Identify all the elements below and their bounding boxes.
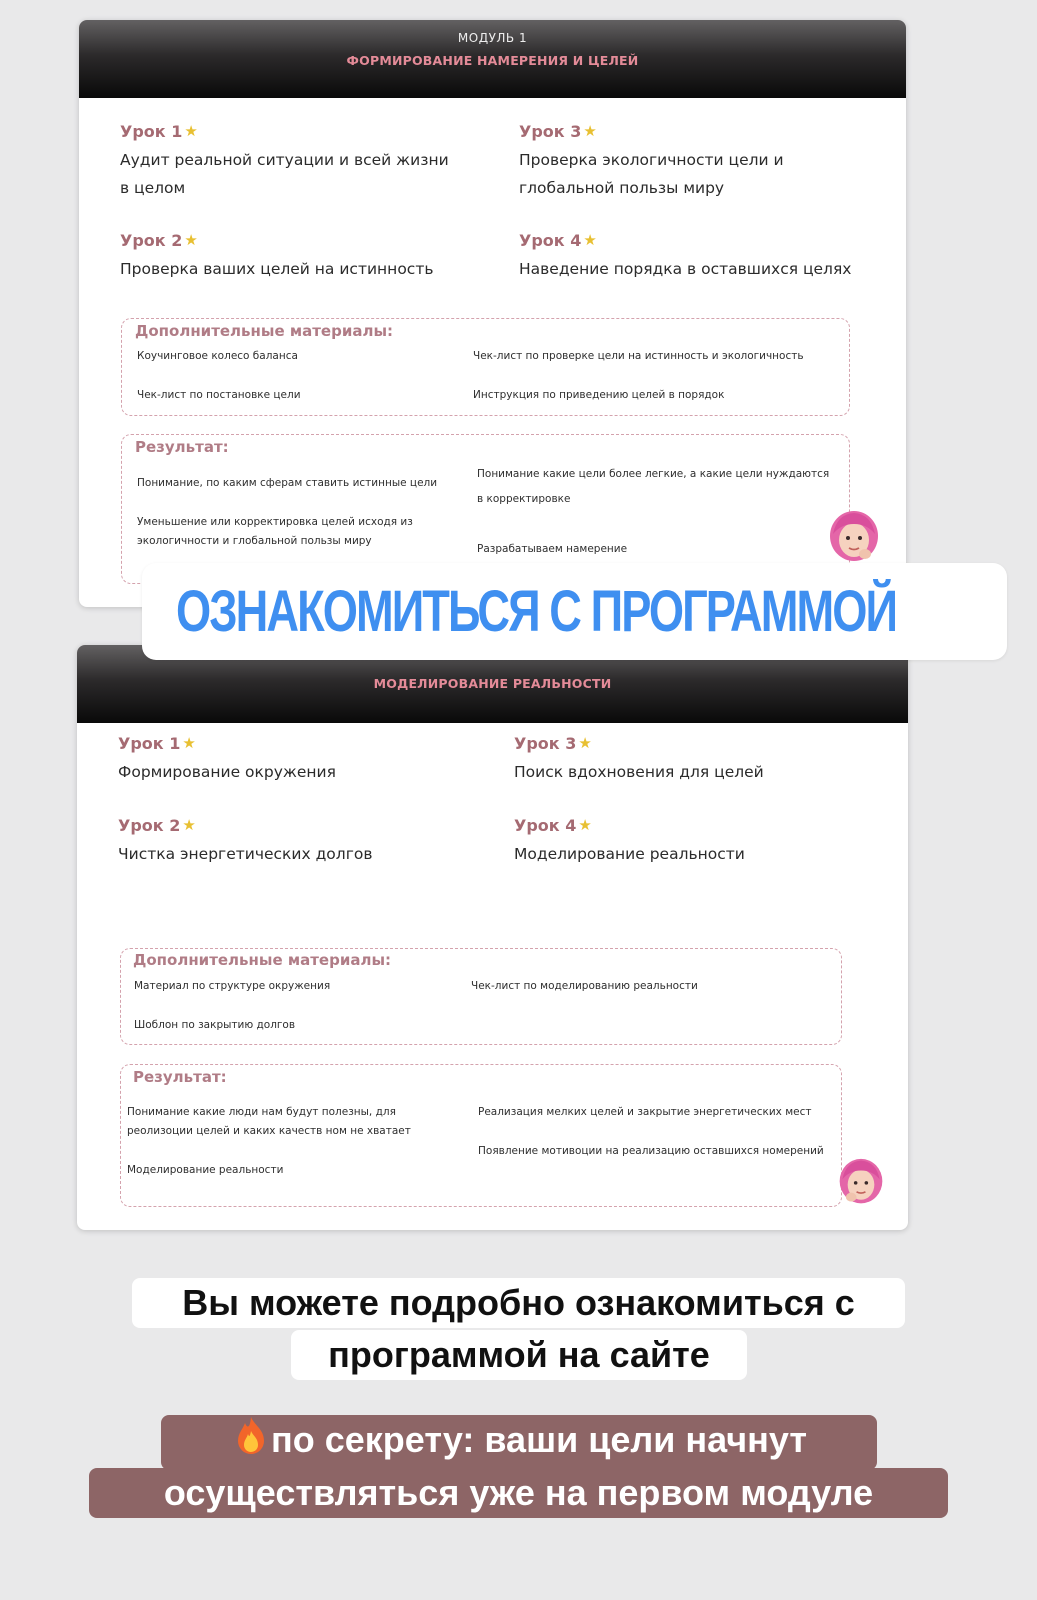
lesson-label: Урок 4: [514, 815, 577, 835]
result-box: [121, 434, 850, 584]
lesson-text: Аудит реальной ситуации и всей жизни: [120, 151, 449, 169]
caption-line: программой на сайте: [291, 1330, 747, 1380]
result-item: Моделирование реальности: [127, 1164, 284, 1176]
lesson-text: в целом: [120, 179, 186, 197]
star-icon: ★: [578, 816, 592, 834]
result-item: реолизоции целей и каких качеств ном не хватает: [127, 1125, 411, 1137]
lesson-text: глобальной пользы миру: [519, 179, 725, 197]
lessons-grid: [79, 98, 906, 318]
result-item: Понимание какие цели более легкие, а какие цели нуждаются: [477, 468, 830, 480]
lesson-label: Урок 1: [120, 121, 183, 141]
material-item: Чек-лист по моделированию реальности: [471, 980, 698, 992]
module-number: МОДУЛЬ 1: [457, 31, 528, 45]
program-link-label[interactable]: ОЗНАКОМИТЬСЯ С ПРОГРАММОЙ: [176, 579, 897, 644]
module-2-card: [77, 645, 908, 1230]
lesson-label: Урок 3: [519, 121, 582, 141]
module-1-card: [79, 20, 906, 607]
star-icon: ★: [583, 231, 597, 249]
fire-emoji-icon: [231, 1415, 271, 1470]
lesson-label: Урок 3: [514, 733, 577, 753]
lesson-1: [120, 120, 460, 202]
caption-text: по секрету: ваши цели начнут: [271, 1419, 807, 1461]
program-link-sticker[interactable]: [142, 563, 1007, 660]
materials-title: Дополнительные материалы:: [133, 951, 392, 969]
caption-line: [161, 1415, 877, 1470]
materials-box: [121, 318, 850, 416]
result-title: Результат:: [135, 438, 229, 456]
result-item: Разрабатываем намерение: [477, 543, 628, 555]
star-icon: ★: [184, 122, 198, 140]
result-title: Результат:: [133, 1068, 227, 1086]
result-item: Понимание какие люди нам будут полезны, для: [127, 1106, 396, 1118]
module-title: МОДЕЛИРОВАНИЕ РЕАЛЬНОСТИ: [373, 676, 612, 691]
lesson-text: Моделирование реальности: [514, 845, 745, 863]
lesson-2: [118, 814, 458, 868]
material-item: Шоблон по закрытию долгов: [134, 1019, 296, 1031]
result-box: [120, 1064, 842, 1207]
star-icon: ★: [578, 734, 592, 752]
lesson-text: Проверка экологичности цели и: [519, 151, 784, 169]
module-1-header: [79, 20, 906, 98]
material-item: Материал по структуре окружения: [134, 980, 331, 992]
memoji-avatar-icon: [837, 1158, 885, 1206]
lesson-4: [519, 229, 859, 283]
lesson-4: [514, 814, 854, 868]
memoji-avatar-icon: [827, 510, 881, 564]
caption-line: осуществляться уже на первом модуле: [89, 1468, 948, 1518]
result-item: в корректировке: [477, 493, 571, 505]
lesson-label: Урок 2: [120, 230, 183, 250]
star-icon: ★: [583, 122, 597, 140]
lessons-grid: [77, 723, 908, 938]
result-item: Уменьшение или корректировка целей исходя из: [137, 516, 413, 528]
material-item: Чек-лист по постановке цели: [137, 389, 301, 401]
star-icon: ★: [182, 734, 196, 752]
result-item: экологичности и глобальной пользы миру: [137, 535, 372, 547]
lesson-3: [514, 732, 854, 786]
result-item: Реализация мелких целей и закрытие энергетических мест: [478, 1106, 812, 1118]
material-item: Коучинговое колесо баланса: [137, 350, 298, 362]
lesson-2: [120, 229, 460, 283]
lesson-1: [118, 732, 458, 786]
caption-line: Вы можете подробно ознакомиться с: [132, 1278, 905, 1328]
lesson-text: Поиск вдохновения для целей: [514, 763, 764, 781]
star-icon: ★: [182, 816, 196, 834]
material-item: Инструкция по приведению целей в порядок: [473, 389, 725, 401]
lesson-text: Проверка ваших целей на истинность: [120, 260, 434, 278]
star-icon: ★: [184, 231, 198, 249]
lesson-text: Чистка энергетических долгов: [118, 845, 373, 863]
result-item: Понимание, по каким сферам ставить истинные цели: [137, 477, 438, 489]
lesson-text: Формирование окружения: [118, 763, 336, 781]
lesson-label: Урок 4: [519, 230, 582, 250]
materials-title: Дополнительные материалы:: [135, 322, 394, 340]
lesson-3: [519, 120, 859, 202]
result-item: Появление мотивоции на реализацию оставшихся номерений: [478, 1145, 824, 1157]
lesson-label: Урок 1: [118, 733, 181, 753]
materials-box: [120, 948, 842, 1045]
module-title: ФОРМИРОВАНИЕ НАМЕРЕНИЯ И ЦЕЛЕЙ: [346, 53, 639, 68]
lesson-text: Наведение порядка в оставшихся целях: [519, 260, 852, 278]
lesson-label: Урок 2: [118, 815, 181, 835]
material-item: Чек-лист по проверке цели на истинность и экологичность: [473, 350, 804, 362]
